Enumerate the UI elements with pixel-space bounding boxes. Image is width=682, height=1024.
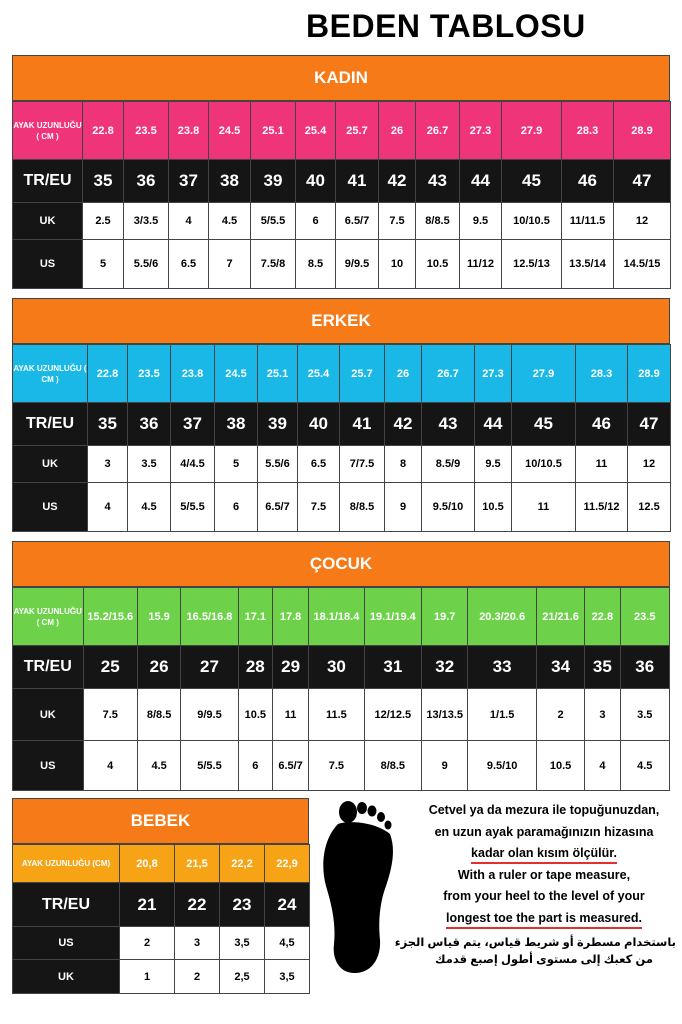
- cell: 21,5: [175, 845, 220, 883]
- cell: 22,9: [265, 845, 310, 883]
- kadin-section: [12, 55, 670, 289]
- cell: 25.4: [296, 102, 336, 160]
- cell: 11.5/12: [576, 483, 628, 532]
- cell: 27.9: [512, 345, 576, 403]
- cell: 9: [422, 741, 468, 791]
- cell: 9: [385, 483, 422, 532]
- cell: 2: [175, 960, 220, 994]
- cell: 9.5: [475, 446, 512, 483]
- cell: 26: [137, 646, 180, 689]
- cell: 2: [536, 689, 584, 741]
- cell: 19.1/19.4: [364, 588, 421, 646]
- cell: 7: [209, 240, 251, 289]
- cell: 24: [265, 883, 310, 927]
- cell: 36: [620, 646, 669, 689]
- cell: 34: [536, 646, 584, 689]
- cell: 11/11.5: [562, 203, 614, 240]
- cell: 35: [585, 646, 620, 689]
- cell: 4,5: [265, 927, 310, 960]
- measuring-instructions: [394, 800, 676, 969]
- cell: 22: [175, 883, 220, 927]
- cell: 4.5: [620, 741, 669, 791]
- cell: 3.5: [128, 446, 171, 483]
- cell: 26.7: [422, 345, 475, 403]
- cell: 27.3: [475, 345, 512, 403]
- cell: 28.9: [628, 345, 671, 403]
- cell: 23.5: [620, 588, 669, 646]
- cell: 43: [422, 403, 475, 446]
- cell: 3: [88, 446, 128, 483]
- us-label: US: [13, 741, 84, 791]
- erkek-section: [12, 298, 670, 532]
- cell: 39: [251, 160, 296, 203]
- cell: 22.8: [88, 345, 128, 403]
- uk-label: UK: [13, 446, 88, 483]
- cell: 47: [614, 160, 671, 203]
- cell: 38: [215, 403, 258, 446]
- cell: 7.5/8: [251, 240, 296, 289]
- cell: 9.5/10: [422, 483, 475, 532]
- cell: 12.5/13: [502, 240, 562, 289]
- cell: 3,5: [220, 927, 265, 960]
- cell: 42: [385, 403, 422, 446]
- cell: 28.3: [576, 345, 628, 403]
- kadin-us-row: [13, 240, 671, 289]
- cell: 20.3/20.6: [468, 588, 537, 646]
- cell: 4/4.5: [171, 446, 215, 483]
- cell: 12/12.5: [364, 689, 421, 741]
- cell: 10: [379, 240, 416, 289]
- cocuk-uk-row: [13, 689, 670, 741]
- cell: 45: [512, 403, 576, 446]
- cell: 7.5: [309, 741, 364, 791]
- cell: 35: [83, 160, 124, 203]
- cell: 8/8.5: [416, 203, 460, 240]
- instruction-ar-2: من كعبك إلى مستوى أطول إصبع قدمك: [435, 954, 653, 966]
- cell: 16.5/16.8: [181, 588, 238, 646]
- cell: 24.5: [215, 345, 258, 403]
- cell: 42: [379, 160, 416, 203]
- cell: 45: [502, 160, 562, 203]
- eu-label: TR/EU: [13, 160, 83, 203]
- cell: 10.5: [475, 483, 512, 532]
- length-label: AYAK UZUNLUĞU ( CM ): [13, 345, 88, 403]
- cell: 2,5: [220, 960, 265, 994]
- cell: 6.5: [298, 446, 340, 483]
- cell: 22.8: [83, 102, 124, 160]
- length-label: AYAK UZUNLUĞU ( CM ): [13, 102, 83, 160]
- cell: 6: [238, 741, 272, 791]
- cell: 10.5: [536, 741, 584, 791]
- cell: 12.5: [628, 483, 671, 532]
- cell: 11: [576, 446, 628, 483]
- instruction-tr-1: Cetvel ya da mezura ile topuğunuzdan,: [428, 803, 660, 817]
- cell: 27.3: [460, 102, 502, 160]
- cell: 1/1.5: [468, 689, 537, 741]
- cell: 26: [385, 345, 422, 403]
- cell: 3,5: [265, 960, 310, 994]
- cell: 4.5: [128, 483, 171, 532]
- cell: 10.5: [238, 689, 272, 741]
- cell: 7.5: [298, 483, 340, 532]
- cell: 25: [83, 646, 137, 689]
- us-label: US: [13, 240, 83, 289]
- cell: 18.1/18.4: [309, 588, 364, 646]
- cell: 22,2: [220, 845, 265, 883]
- kadin-eu-row: [13, 160, 671, 203]
- cell: 5: [83, 240, 124, 289]
- cell: 36: [128, 403, 171, 446]
- cell: 8/8.5: [364, 741, 421, 791]
- cell: 4: [83, 741, 137, 791]
- cell: 32: [422, 646, 468, 689]
- cell: 44: [475, 403, 512, 446]
- bebek-us-row: [13, 927, 310, 960]
- cell: 21: [120, 883, 175, 927]
- cell: 11/12: [460, 240, 502, 289]
- cell: 46: [562, 160, 614, 203]
- cell: 28.9: [614, 102, 671, 160]
- cell: 14.5/15: [614, 240, 671, 289]
- cell: 9/9.5: [336, 240, 379, 289]
- cell: 23.8: [169, 102, 209, 160]
- cell: 28: [238, 646, 272, 689]
- cell: 19.7: [422, 588, 468, 646]
- cell: 5.5/6: [258, 446, 298, 483]
- cell: 15.2/15.6: [83, 588, 137, 646]
- instruction-en-1: With a ruler or tape measure,: [457, 867, 631, 882]
- cell: 9.5/10: [468, 741, 537, 791]
- cell: 5/5.5: [251, 203, 296, 240]
- instruction-en-2: from your heel to the level of your: [443, 889, 645, 903]
- cell: 8.5: [296, 240, 336, 289]
- kadin-uk-row: [13, 203, 671, 240]
- cell: 7.5: [83, 689, 137, 741]
- cocuk-eu-row: [13, 646, 670, 689]
- cell: 10/10.5: [512, 446, 576, 483]
- cell: 27.9: [502, 102, 562, 160]
- eu-label: TR/EU: [13, 403, 88, 446]
- bebek-length-row: [13, 845, 310, 883]
- cell: 35: [88, 403, 128, 446]
- cell: 8.5/9: [422, 446, 475, 483]
- cell: 24.5: [209, 102, 251, 160]
- cell: 46: [576, 403, 628, 446]
- cell: 25.7: [340, 345, 385, 403]
- cell: 11: [272, 689, 308, 741]
- cell: 27: [181, 646, 238, 689]
- cell: 25.7: [336, 102, 379, 160]
- cell: 10.5: [416, 240, 460, 289]
- cocuk-heading: ÇOCUK: [12, 541, 670, 587]
- cell: 44: [460, 160, 502, 203]
- kadin-length-row: [13, 102, 671, 160]
- bebek-eu-row: [13, 883, 310, 927]
- cocuk-us-row: [13, 741, 670, 791]
- erkek-heading: ERKEK: [12, 298, 670, 344]
- cell: 25.1: [258, 345, 298, 403]
- kadin-heading: KADIN: [12, 55, 670, 101]
- cell: 22.8: [585, 588, 620, 646]
- instruction-tr-3: kadar olan kısım ölçülür.: [471, 845, 617, 864]
- cell: 5/5.5: [181, 741, 238, 791]
- cell: 38: [209, 160, 251, 203]
- cell: 7.5: [379, 203, 416, 240]
- cell: 12: [628, 446, 671, 483]
- eu-label: TR/EU: [13, 646, 84, 689]
- cell: 40: [296, 160, 336, 203]
- instruction-ar-1: باستخدام مسطرة أو شريط قياس، يتم قياس الجزء: [394, 937, 676, 949]
- cell: 23.8: [171, 345, 215, 403]
- cell: 4: [585, 741, 620, 791]
- bebek-uk-row: [13, 960, 310, 994]
- cell: 9/9.5: [181, 689, 238, 741]
- cell: 47: [628, 403, 671, 446]
- cell: 37: [171, 403, 215, 446]
- cell: 13/13.5: [422, 689, 468, 741]
- cocuk-table: [12, 587, 670, 791]
- cell: 5: [215, 446, 258, 483]
- cell: 6.5/7: [272, 741, 308, 791]
- cell: 28.3: [562, 102, 614, 160]
- cell: 40: [298, 403, 340, 446]
- cell: 8/8.5: [340, 483, 385, 532]
- cell: 41: [340, 403, 385, 446]
- cell: 31: [364, 646, 421, 689]
- cell: 3.5: [620, 689, 669, 741]
- cell: 26: [379, 102, 416, 160]
- cell: 6.5/7: [336, 203, 379, 240]
- cell: 33: [468, 646, 537, 689]
- erkek-table: [12, 344, 671, 532]
- cell: 39: [258, 403, 298, 446]
- cell: 4: [88, 483, 128, 532]
- eu-label: TR/EU: [13, 883, 120, 927]
- bebek-table: [12, 844, 310, 994]
- uk-label: UK: [13, 203, 83, 240]
- cocuk-length-row: [13, 588, 670, 646]
- cocuk-section: [12, 541, 670, 791]
- instruction-tr-2: en uzun ayak paramağınızın hizasına: [434, 824, 654, 839]
- cell: 5.5/6: [124, 240, 169, 289]
- cell: 5/5.5: [171, 483, 215, 532]
- bebek-section: [12, 798, 309, 994]
- cell: 17.1: [238, 588, 272, 646]
- cell: 12: [614, 203, 671, 240]
- cell: 7/7.5: [340, 446, 385, 483]
- cell: 25.1: [251, 102, 296, 160]
- cell: 11.5: [309, 689, 364, 741]
- cell: 10/10.5: [502, 203, 562, 240]
- cell: 3: [175, 927, 220, 960]
- cell: 6.5/7: [258, 483, 298, 532]
- page-title: BEDEN TABLOSU: [306, 8, 586, 44]
- cell: 43: [416, 160, 460, 203]
- foot-illustration: [318, 798, 398, 976]
- cell: 21/21.6: [536, 588, 584, 646]
- cell: 4.5: [137, 741, 180, 791]
- cell: 15.9: [137, 588, 180, 646]
- instruction-en-3: longest toe the part is measured.: [446, 910, 642, 929]
- uk-label: UK: [13, 960, 120, 994]
- cell: 25.4: [298, 345, 340, 403]
- erkek-uk-row: [13, 446, 671, 483]
- cell: 36: [124, 160, 169, 203]
- cell: 41: [336, 160, 379, 203]
- erkek-eu-row: [13, 403, 671, 446]
- cell: 3/3.5: [124, 203, 169, 240]
- cell: 9.5: [460, 203, 502, 240]
- uk-label: UK: [13, 689, 84, 741]
- bebek-heading: BEBEK: [12, 798, 309, 844]
- us-label: US: [13, 927, 120, 960]
- cell: 2.5: [83, 203, 124, 240]
- cell: 11: [512, 483, 576, 532]
- cell: 26.7: [416, 102, 460, 160]
- length-label: AYAK UZUNLUĞU ( CM ): [13, 588, 84, 646]
- cell: 8: [385, 446, 422, 483]
- cell: 3: [585, 689, 620, 741]
- cell: 4: [169, 203, 209, 240]
- cell: 4.5: [209, 203, 251, 240]
- cell: 13.5/14: [562, 240, 614, 289]
- cell: 23: [220, 883, 265, 927]
- us-label: US: [13, 483, 88, 532]
- cell: 6: [215, 483, 258, 532]
- erkek-us-row: [13, 483, 671, 532]
- cell: 20,8: [120, 845, 175, 883]
- cell: 6.5: [169, 240, 209, 289]
- kadin-table: [12, 101, 671, 289]
- cell: 2: [120, 927, 175, 960]
- cell: 8/8.5: [137, 689, 180, 741]
- cell: 1: [120, 960, 175, 994]
- cell: 23.5: [128, 345, 171, 403]
- cell: 17.8: [272, 588, 308, 646]
- cell: 37: [169, 160, 209, 203]
- erkek-length-row: [13, 345, 671, 403]
- cell: 23.5: [124, 102, 169, 160]
- cell: 30: [309, 646, 364, 689]
- cell: 6: [296, 203, 336, 240]
- cell: 29: [272, 646, 308, 689]
- length-label: AYAK UZUNLUĞU (CM): [13, 845, 120, 883]
